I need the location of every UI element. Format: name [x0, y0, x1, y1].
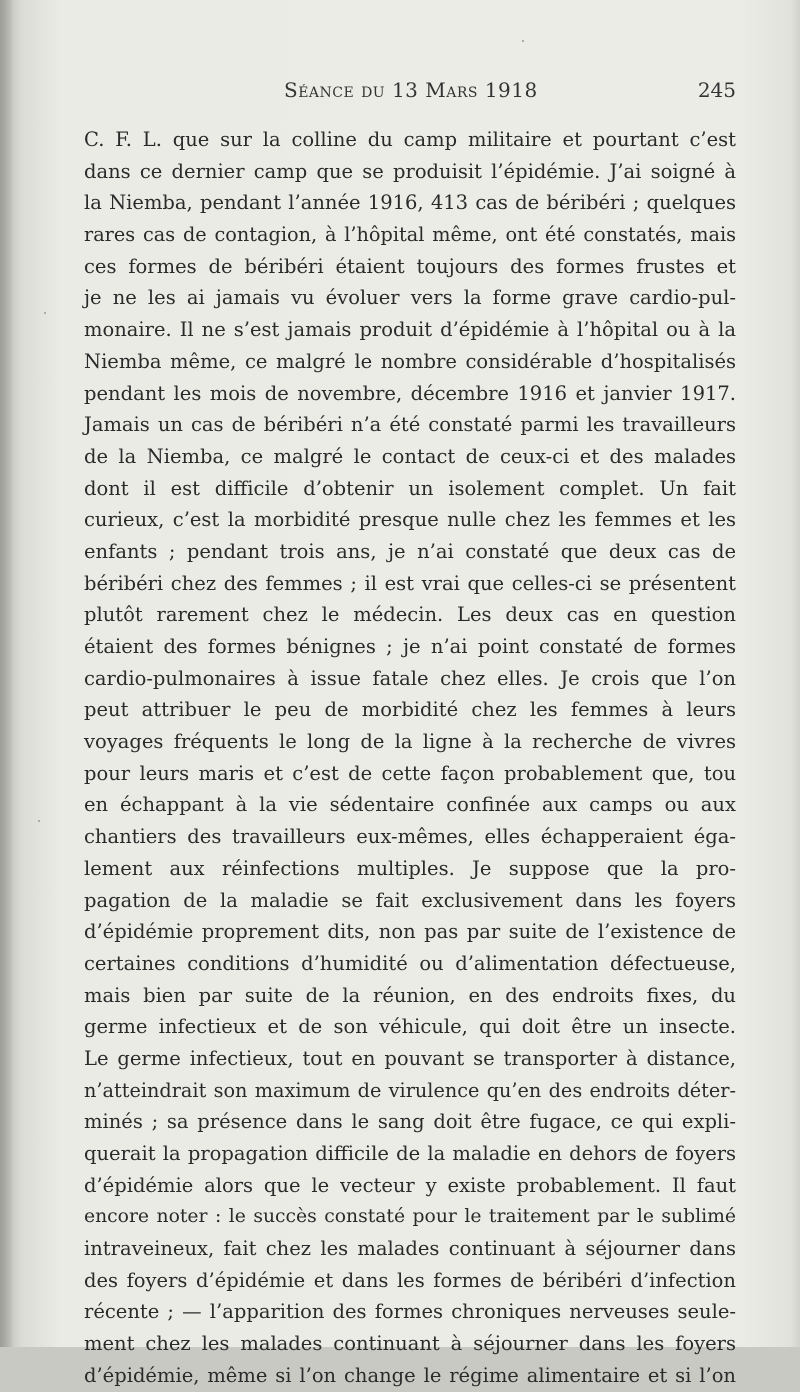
text-line: d’épidémie proprement dits, non pas par suite de l’existence de: [84, 920, 736, 944]
text-line: C. F. L. que sur la colline du camp militaire et pourtant c’est: [84, 128, 736, 151]
paper-speck: [44, 312, 46, 314]
text-line: en échappant à la vie sédentaire confinée aux camps ou aux: [84, 793, 736, 817]
text-line: pendant les mois de novembre, décembre 1916 et janvier 1917.: [84, 381, 736, 405]
text-line: ment chez les malades continuant à séjourner dans les foyers: [84, 1332, 736, 1356]
text-line: étaient des formes bénignes ; je n’ai point constaté de formes: [84, 635, 736, 658]
text-line: pagation de la maladie se fait exclusivement dans les foyers: [84, 888, 736, 912]
text-line: d’épidémie alors que le vecteur y existe probablement. Il faut: [84, 1173, 736, 1197]
text-line: lement aux réinfections multiples. Je suppose que la pro-: [84, 856, 736, 880]
text-line: Niemba même, ce malgré le nombre considérable d’hospitalisés: [84, 349, 736, 373]
paper-speck: [38, 820, 40, 822]
text-line: minés ; sa présence dans le sang doit être fugace, ce qui expli-: [84, 1110, 736, 1134]
text-line: je ne les ai jamais vu évoluer vers la forme grave cardio-pul-: [84, 286, 736, 310]
text-line: mais bien par suite de la réunion, en des endroits fixes, du: [84, 983, 736, 1007]
text-line: n’atteindrait son maximum de virulence qu’en des endroits déter-: [84, 1078, 736, 1102]
text-line: Jamais un cas de béribéri n’a été constaté parmi les travailleurs: [84, 413, 736, 437]
text-line: monaire. Il ne s’est jamais produit d’épidémie à l’hôpital ou à la: [84, 318, 736, 342]
text-line: voyages fréquents le long de la ligne à la recherche de vivres: [84, 730, 736, 754]
page-gutter-shadow: [0, 0, 14, 1347]
running-head: Séance du 13 Mars 1918: [284, 78, 538, 102]
text-line: ces formes de béribéri étaient toujours des formes frustes et: [84, 254, 736, 278]
text-line: intraveineux, fait chez les malades continuant à séjourner dans: [84, 1237, 736, 1261]
text-line: des foyers d’épidémie et dans les formes de béribéri d’infection: [84, 1268, 736, 1292]
text-line: d’épidémie, même si l’on change le régime alimentaire et si l’on: [84, 1363, 736, 1387]
text-line: cardio-pulmonaires à issue fatale chez elles. Je crois que l’on: [84, 666, 736, 690]
page-number: 245: [697, 78, 736, 102]
text-line: germe infectieux et de son véhicule, qui doit être un insecte.: [84, 1015, 736, 1039]
text-line: de la Niemba, ce malgré le contact de ceux-ci et des malades: [84, 444, 736, 468]
text-line: Le germe infectieux, tout en pouvant se transporter à distance,: [84, 1046, 736, 1070]
text-line: certaines conditions d’humidité ou d’alimentation défectueuse,: [84, 951, 736, 975]
text-line: peut attribuer le peu de morbidité chez les femmes à leurs: [84, 698, 736, 722]
text-line: enfants ; pendant trois ans, je n’ai constaté que deux cas de: [84, 539, 736, 563]
text-line: encore noter : le succès constaté pour le traitement par le sublimé: [84, 1206, 736, 1228]
text-line: chantiers des travailleurs eux-mêmes, elles échapperaient éga-: [84, 825, 736, 849]
text-line: rares cas de contagion, à l’hôpital même, ont été constatés, mais: [84, 223, 736, 247]
page-header: [84, 78, 736, 112]
text-line: récente ; — l’apparition des formes chroniques nerveuses seule-: [84, 1300, 736, 1324]
text-line: béribéri chez des femmes ; il est vrai que celles-ci se présentent: [84, 571, 736, 595]
text-line: dans ce dernier camp que se produisit l’épidémie. J’ai soigné à: [84, 159, 736, 183]
text-line: dont il est difficile d’obtenir un isolement complet. Un fait: [84, 476, 736, 500]
text-line: la Niemba, pendant l’année 1916, 413 cas de béribéri ; quelques: [84, 191, 736, 215]
text-line: curieux, c’est la morbidité presque nulle chez les femmes et les: [84, 508, 736, 532]
text-line: plutôt rarement chez le médecin. Les deux cas en question: [84, 603, 736, 627]
paper-speck: [522, 40, 524, 42]
text-line: querait la propagation difficile de la maladie en dehors de foyers: [84, 1142, 737, 1165]
text-line: pour leurs maris et c’est de cette façon probablement que, tou: [84, 761, 736, 785]
body-text: [84, 124, 736, 1392]
